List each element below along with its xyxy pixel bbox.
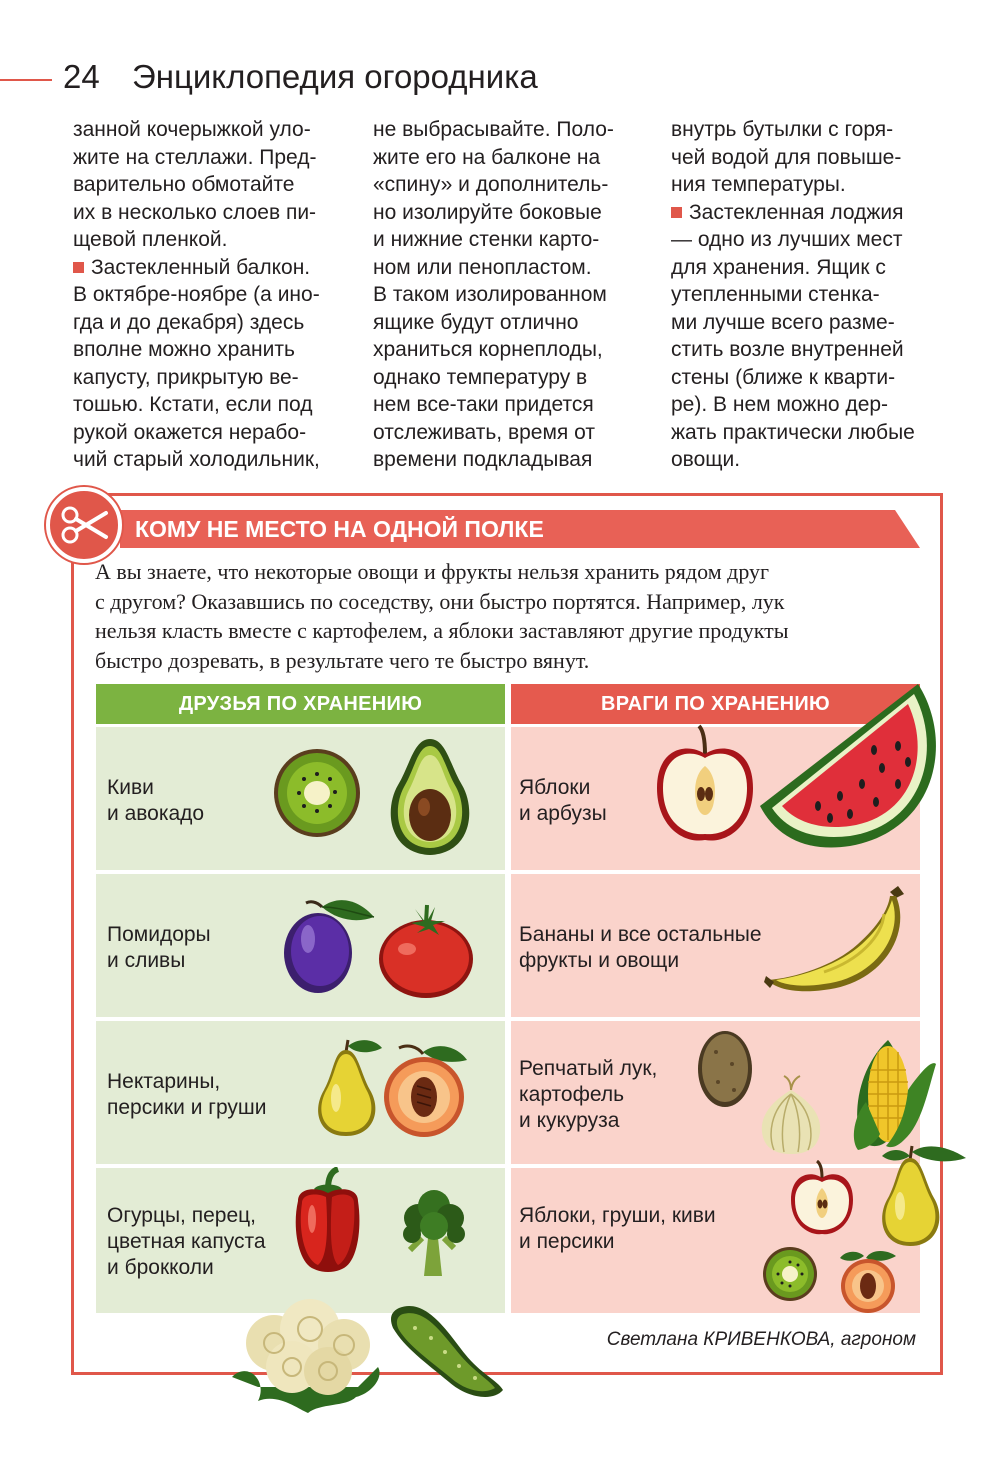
bullet-square-icon bbox=[73, 262, 84, 273]
page-title: Энциклопедия огородника bbox=[132, 58, 538, 95]
label-line: Яблоки bbox=[519, 776, 591, 799]
intro-line: быстро дозревать, в результате чего те быстро вянут. bbox=[95, 647, 590, 673]
pear-icon bbox=[310, 1038, 386, 1138]
header-rule bbox=[0, 79, 52, 81]
text-line: ре). В нем можно дер- bbox=[671, 393, 889, 416]
friends-label-2 bbox=[107, 922, 211, 974]
label-line: Нектарины, bbox=[107, 1070, 221, 1093]
text-line: ми лучше всего разме- bbox=[671, 310, 895, 334]
text-line: чий старый холодильник, bbox=[73, 448, 320, 471]
label-line: Огурцы, перец, bbox=[107, 1204, 256, 1227]
text-line-bulleted bbox=[73, 254, 345, 282]
text-line: — одно из лучших мест bbox=[671, 228, 903, 251]
label-line: цветная капуста bbox=[107, 1230, 266, 1253]
intro-line: А вы знаете, что некоторые овощи и фрукты нельзя хранить рядом друг bbox=[95, 559, 770, 584]
label-line: Бананы и все остальные bbox=[519, 923, 762, 946]
corn-icon bbox=[846, 1030, 938, 1156]
text-line: В октябре-ноябре (а ино- bbox=[73, 283, 320, 306]
pear-icon bbox=[876, 1144, 968, 1248]
scissors-icon bbox=[60, 503, 110, 547]
label-line: и брокколи bbox=[107, 1256, 214, 1279]
text-line: жите на стеллажи. Пред- bbox=[73, 145, 317, 169]
bullet-text: Застекленная лоджия bbox=[689, 200, 904, 224]
article-author: Светлана КРИВЕНКОВА, агроном bbox=[606, 1329, 916, 1350]
friends-label-3 bbox=[107, 1069, 266, 1121]
text-line: гда и до декабря) здесь bbox=[73, 310, 305, 334]
text-line: стены (ближе к кварти- bbox=[671, 365, 896, 389]
page-number: 24 bbox=[63, 58, 100, 95]
text-column-1 bbox=[73, 116, 345, 474]
label-line: Репчатый лук, bbox=[519, 1057, 658, 1080]
text-line: варительно обмотайте bbox=[73, 173, 295, 196]
watermelon-icon bbox=[758, 680, 946, 852]
kiwi-icon bbox=[762, 1246, 818, 1302]
friends-header: ДРУЗЬЯ ПО ХРАНЕНИЮ bbox=[96, 684, 505, 724]
cucumber-icon bbox=[385, 1298, 507, 1402]
enemies-label-3 bbox=[519, 1056, 657, 1134]
peach-icon bbox=[836, 1248, 900, 1314]
friends-label-4 bbox=[107, 1203, 266, 1281]
label-line: Киви bbox=[107, 776, 154, 799]
intro-line: с другом? Оказавшись по соседству, они быстро портятся. Например, лук bbox=[95, 588, 785, 614]
label-line: и сливы bbox=[107, 949, 186, 972]
text-line: однако температуру в bbox=[373, 365, 588, 389]
banana-icon bbox=[764, 884, 912, 996]
text-line: капусту, прикрытую ве- bbox=[73, 365, 299, 389]
label-line: и арбузы bbox=[519, 802, 607, 825]
apple-icon bbox=[789, 1160, 855, 1238]
label-line: Яблоки, груши, киви bbox=[519, 1204, 716, 1227]
potato-icon bbox=[696, 1028, 754, 1110]
intro-line: нельзя класть вместе с картофелем, а яблоки заставляют другие продукты bbox=[95, 618, 789, 643]
enemies-label-4 bbox=[519, 1203, 716, 1255]
text-line: отслеживать, время от bbox=[373, 420, 595, 444]
text-line: ящике будут отлично bbox=[373, 310, 579, 334]
kiwi-icon bbox=[272, 747, 362, 839]
plum-icon bbox=[282, 893, 380, 997]
text-line: овощи. bbox=[671, 448, 741, 471]
text-line: их в несколько слоев пи- bbox=[73, 200, 317, 224]
label-line: Помидоры bbox=[107, 923, 211, 946]
apple-icon bbox=[653, 724, 757, 848]
avocado-icon bbox=[384, 735, 476, 859]
friends-label-1 bbox=[107, 775, 204, 827]
text-line: утепленными стенка- bbox=[671, 283, 880, 306]
bullet-square-icon bbox=[671, 207, 682, 218]
text-line: для хранения. Ящик с bbox=[671, 255, 886, 279]
text-line: чей водой для повыше- bbox=[671, 145, 902, 169]
label-line: персики и груши bbox=[107, 1096, 267, 1119]
text-line: жите его на балконе на bbox=[373, 145, 601, 169]
text-line: тошью. Кстати, если под bbox=[73, 393, 313, 416]
text-line: нем все-таки придется bbox=[373, 393, 594, 416]
text-line: рукой окажется нерабо- bbox=[73, 420, 307, 444]
text-line: не выбрасывайте. Поло- bbox=[373, 118, 614, 141]
text-line: храниться корнеплоды, bbox=[373, 338, 603, 361]
label-line: картофель bbox=[519, 1083, 625, 1106]
text-line: занной кочерыжкой уло- bbox=[73, 118, 311, 141]
box-intro bbox=[95, 557, 925, 675]
enemies-header: ВРАГИ ПО ХРАНЕНИЮ bbox=[511, 684, 920, 724]
text-line: В таком изолированном bbox=[373, 283, 607, 306]
text-line: ном или пенопластом. bbox=[373, 255, 592, 279]
label-line: фрукты и овощи bbox=[519, 949, 680, 972]
text-line: щевой пленкой. bbox=[73, 228, 228, 251]
text-line: стить возле внутренней bbox=[671, 338, 904, 361]
enemies-label-2 bbox=[519, 922, 762, 974]
box-title: КОМУ НЕ МЕСТО НА ОДНОЙ ПОЛКЕ bbox=[135, 516, 544, 542]
tomato-icon bbox=[377, 901, 475, 999]
text-line: жать практически любые bbox=[671, 420, 915, 444]
text-line-bulleted bbox=[671, 199, 943, 227]
text-line: внутрь бутылки с горя- bbox=[671, 118, 894, 141]
peach-icon bbox=[377, 1042, 471, 1138]
cauliflower-icon bbox=[228, 1297, 388, 1415]
text-line: вполне можно хранить bbox=[73, 338, 295, 361]
scissors-badge bbox=[46, 487, 122, 563]
text-line: ния температуры. bbox=[671, 173, 846, 196]
text-line: «спину» и дополнитель- bbox=[373, 173, 609, 196]
broccoli-icon bbox=[400, 1188, 468, 1280]
pepper-icon bbox=[288, 1167, 366, 1273]
text-line: но изолируйте боковые bbox=[373, 200, 602, 224]
onion-icon bbox=[758, 1074, 824, 1156]
text-line: и нижние стенки карто- bbox=[373, 228, 600, 251]
text-line: времени подкладывая bbox=[373, 448, 593, 471]
label-line: и персики bbox=[519, 1230, 615, 1253]
label-line: и кукуруза bbox=[519, 1109, 620, 1132]
enemies-label-1 bbox=[519, 775, 607, 827]
text-column-2 bbox=[373, 116, 645, 474]
text-column-3 bbox=[671, 116, 943, 474]
bullet-text: Застекленный балкон. bbox=[91, 255, 311, 279]
label-line: и авокадо bbox=[107, 802, 205, 825]
